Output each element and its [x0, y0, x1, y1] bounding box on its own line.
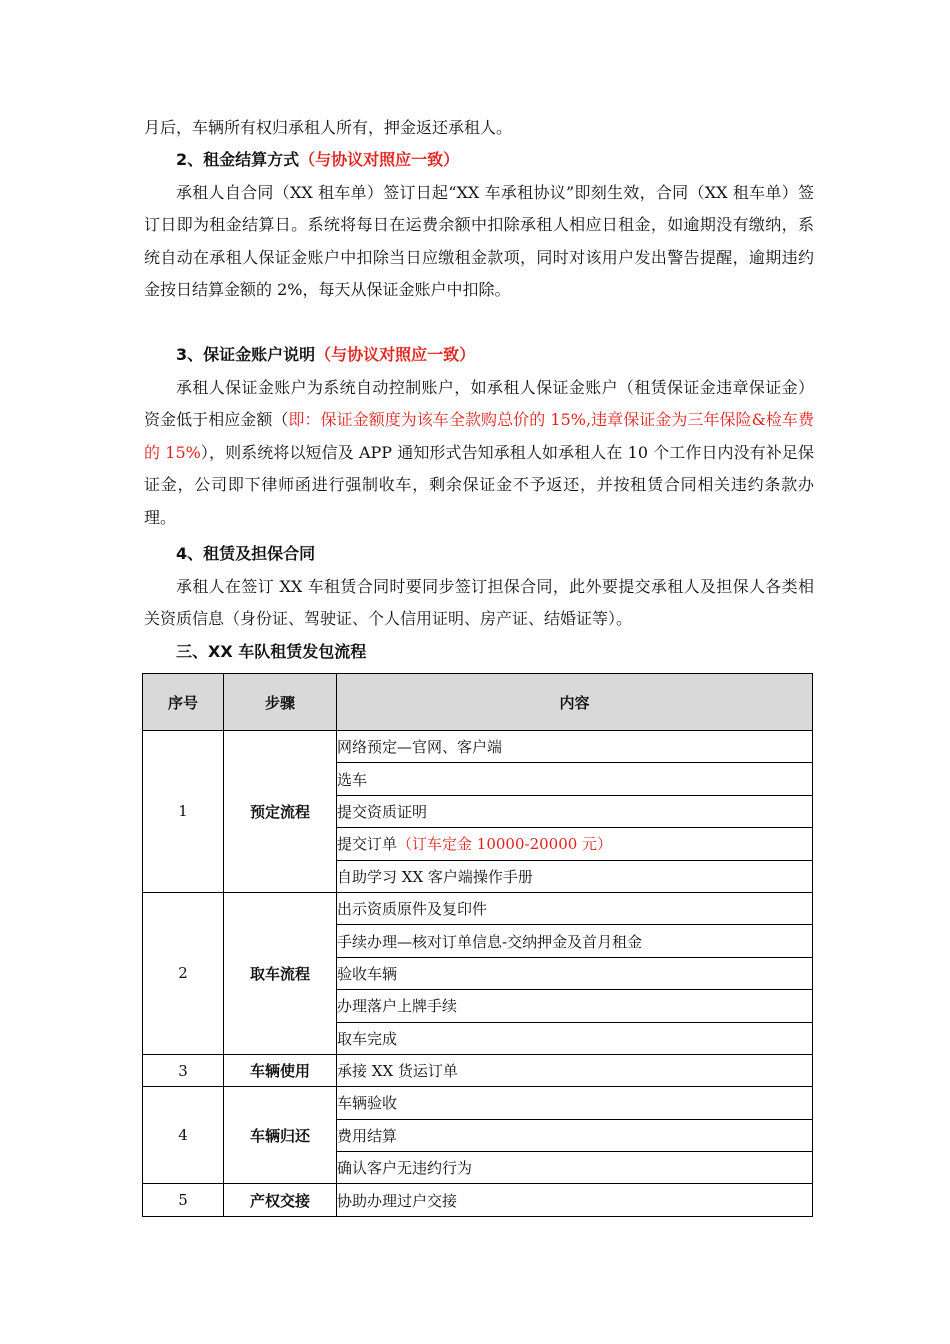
heading-note: （与协议对照应一致）	[315, 345, 476, 364]
row-number: 3	[143, 1054, 224, 1086]
deposit-rate-note: 即：保证金额度为该车全款购总价的 15%,违章保证金为三年保险&检车费的 15%	[144, 410, 814, 462]
table-row	[143, 1054, 813, 1086]
content-cell: 协助办理过户交接	[337, 1184, 813, 1216]
heading-rent-settlement	[176, 144, 459, 176]
row-number: 1	[143, 731, 224, 893]
text-segment: ），则系统将以短信及 APP 通知形式告知承租人如承租人在 10 个工作日内没有补足保证金，公司即下律师函进行强制收车，剩余保证金不予返还，并按租赁合同相关违约条款办理。	[144, 442, 814, 527]
table-row	[143, 1184, 813, 1216]
content-cell: 取车完成	[337, 1022, 813, 1054]
paragraph-lease-guarantee: 承租人在签订 XX 车租赁合同时要同步签订担保合同，此外要提交承租人及担保人各类相关资质信息（身份证、驾驶证、个人信用证明、房产证、结婚证等）。	[144, 577, 814, 629]
content-cell	[337, 828, 813, 860]
table-header-row	[143, 674, 813, 731]
content-text: 提交订单	[337, 835, 398, 854]
content-cell: 网络预定—官网、客户端	[337, 731, 813, 763]
heading-title: 三、XX 车队租赁发包流程	[176, 642, 367, 661]
text-segment: 承租人保证金账户为系统自动控制账户，如承租人保证金账户（租赁保证金违章保证金）资金低于相应金额（	[144, 378, 814, 430]
content-cell: 出示资质原件及复印件	[337, 892, 813, 924]
header-step: 步骤	[224, 674, 337, 731]
content-cell: 验收车辆	[337, 957, 813, 989]
table-row	[143, 731, 813, 763]
heading-title: 3、保证金账户说明	[176, 345, 316, 364]
content-cell: 车辆验收	[337, 1087, 813, 1119]
paragraph-deposit-account	[144, 372, 814, 534]
content-cell: 承接 XX 货运订单	[337, 1054, 813, 1086]
step-name: 预定流程	[224, 731, 337, 893]
header-no: 序号	[143, 674, 224, 731]
content-cell: 选车	[337, 763, 813, 795]
content-cell: 手续办理—核对订单信息-交纳押金及首月租金	[337, 925, 813, 957]
paragraph-rent-settlement: 承租人自合同（XX 租车单）签订日起“XX 车承租协议”即刻生效，合同（XX 租车单）签订日即为租金结算日。系统将每日在运费余额中扣除承租人相应日租金，如逾期没有缴纳，系统自动在承租人保证金账户中扣除当日应缴租金款项，同时对该用户发出警告提醒，逾期违约金按日结算金额的 2%，每天从保证金账户中扣除。	[144, 183, 814, 300]
heading-note: （与协议对照应一致）	[299, 150, 460, 169]
content-cell: 提交资质证明	[337, 795, 813, 827]
step-name: 取车流程	[224, 892, 337, 1054]
step-name: 产权交接	[224, 1184, 337, 1216]
paragraph-continuation: 月后，车辆所有权归承租人所有，押金返还承租人。	[144, 118, 513, 137]
row-number: 5	[143, 1184, 224, 1216]
heading-lease-guarantee	[176, 538, 315, 570]
header-content: 内容	[337, 674, 813, 731]
row-number: 2	[143, 892, 224, 1054]
step-name: 车辆归还	[224, 1087, 337, 1184]
heading-deposit-account	[176, 339, 475, 371]
row-number: 4	[143, 1087, 224, 1184]
content-cell: 自助学习 XX 客户端操作手册	[337, 860, 813, 892]
content-cell: 确认客户无违约行为	[337, 1152, 813, 1184]
table-row	[143, 1087, 813, 1119]
step-name: 车辆使用	[224, 1054, 337, 1086]
table-row	[143, 892, 813, 924]
heading-title: 2、租金结算方式	[176, 150, 300, 169]
content-cell: 费用结算	[337, 1119, 813, 1151]
content-cell: 办理落户上牌手续	[337, 990, 813, 1022]
process-table	[142, 673, 813, 1217]
deposit-note: （订车定金 10000-20000 元）	[397, 835, 613, 854]
heading-fleet-process	[176, 636, 366, 668]
heading-title: 4、租赁及担保合同	[176, 544, 316, 563]
